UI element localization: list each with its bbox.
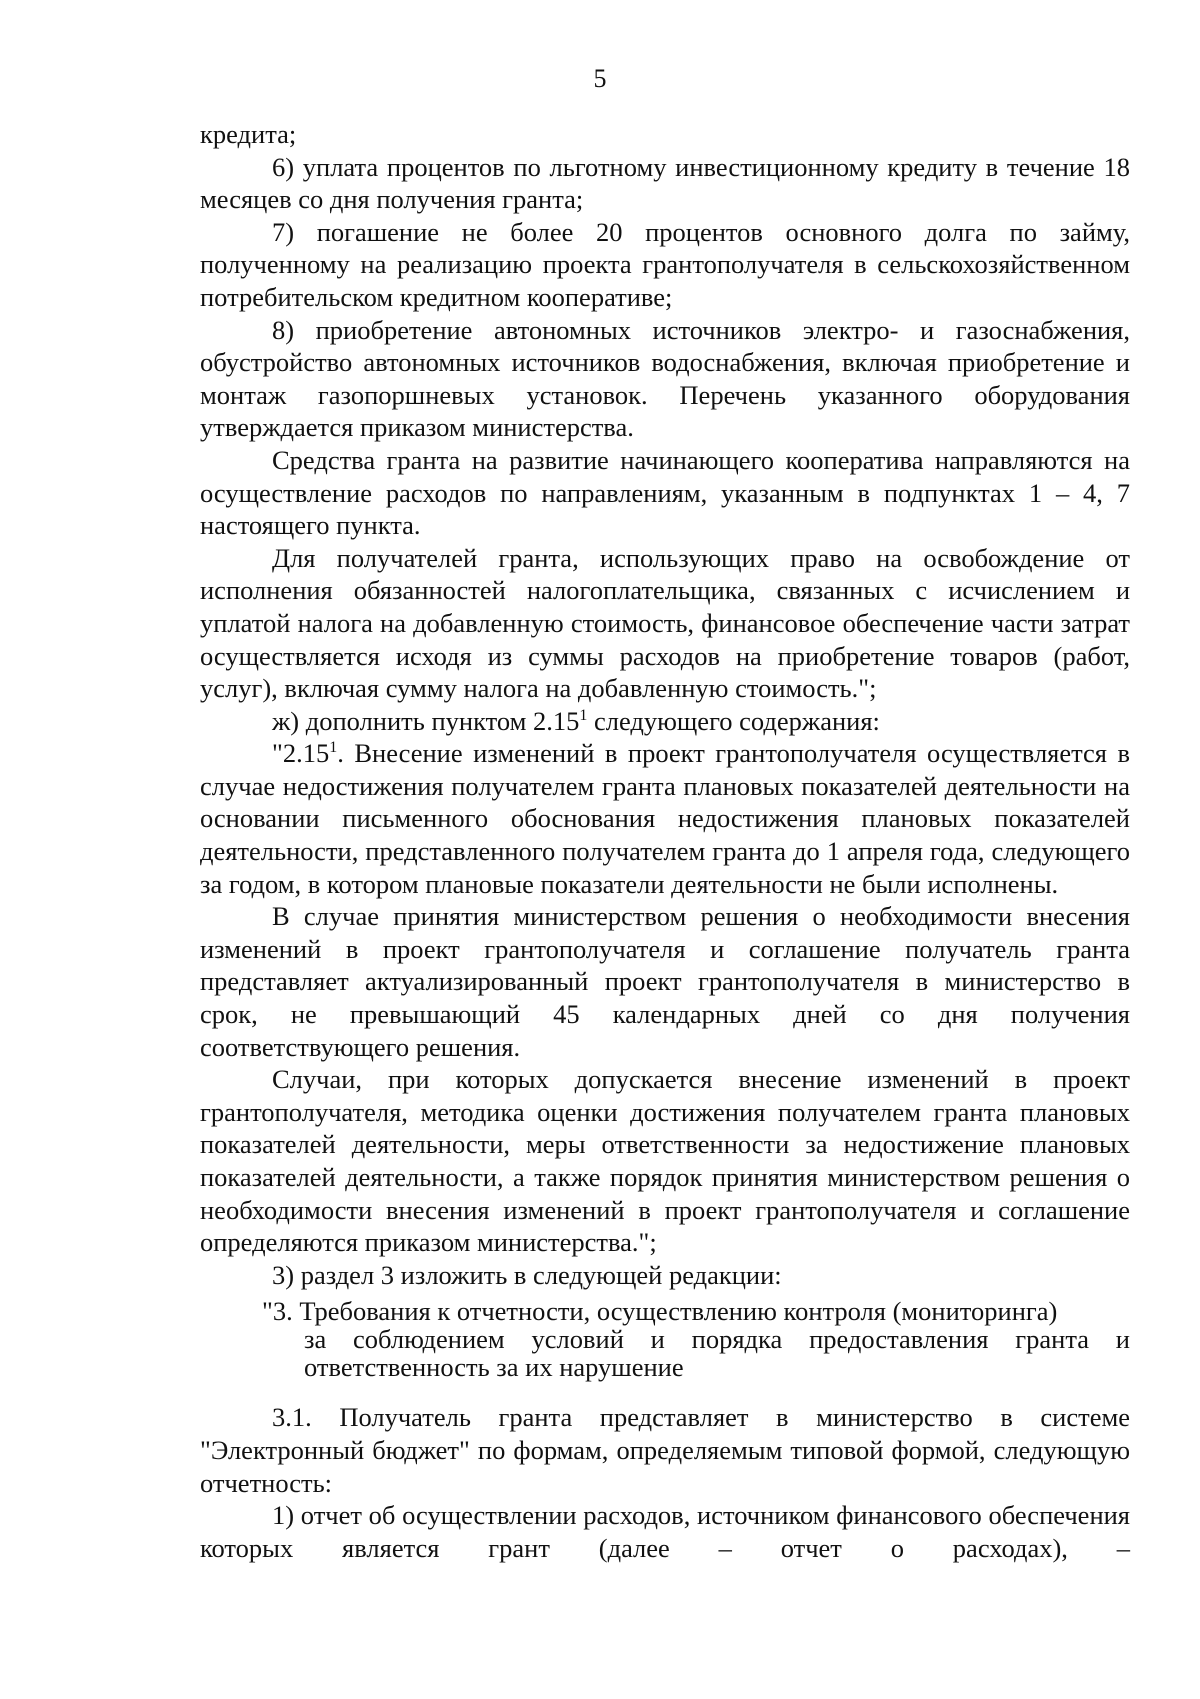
paragraph-item-zh	[200, 705, 1130, 738]
item-zh-superscript: 1	[579, 706, 588, 724]
clause-2-15-1-superscript: 1	[329, 739, 338, 757]
paragraph-3-1-item-1: 1) отчет об осуществлении расходов, источником финансового обеспечения которых является грант (далее – отчет о расходах), –	[200, 1500, 1130, 1563]
item-zh-text-a: ж) дополнить пунктом 2.15	[272, 705, 580, 736]
paragraph-3-1: 3.1. Получатель гранта представляет в министерство в системе "Электронный бюджет" по формам, определяемым типовой формой, следующую отчетность:	[200, 1402, 1130, 1498]
section-3-heading	[200, 1297, 1130, 1381]
document-body	[200, 118, 1130, 1564]
section-3-heading-line-2: за соблюдением условий и порядка предоставления гранта и	[304, 1324, 1130, 1355]
paragraph-cases: Случаи, при которых допускается внесение изменений в проект грантополучателя, методика оценки достижения получателем гранта плановых показателей деятельности, меры ответственности за недостижение плановых показателей деятельности, а также порядок принятия министерством решения о необходимости внесения изменений в проект грантополучателя и соглашение определяются приказом министерства.";	[200, 1064, 1130, 1258]
item-zh-text-b: следующего содержания:	[587, 705, 880, 736]
paragraph-vat-exemption: Для получателей гранта, использующих право на освобождение от исполнения обязанностей налогоплательщика, связанных с исчислением и уплатой налога на добавленную стоимость, финансовое обеспечение части затрат осуществляется исходя из суммы расходов на приобретение товаров (работ, услуг), включая сумму налога на добавленную стоимость.";	[200, 542, 1130, 704]
paragraph-item-8: 8) приобретение автономных источников электро- и газоснабжения, обустройство автономных источников водоснабжения, включая приобретение и монтаж газопоршневых установок. Перечень указанного оборудования утверждается приказом министерства.	[200, 314, 1130, 443]
paragraph-item-6: 6) уплата процентов по льготному инвестиционному кредиту в течение 18 месяцев со дня получения гранта;	[200, 151, 1130, 215]
paragraph-2-15-1	[200, 737, 1130, 900]
page-number: 5	[593, 64, 607, 93]
paragraph-credit-end: кредита;	[200, 119, 297, 149]
paragraph-item-7: 7) погашение не более 20 процентов основного долга по займу, полученному на реализацию проекта грантополучателя в сельскохозяйственном потребительском кредитном кооперативе;	[200, 216, 1130, 312]
section-3-heading-line-3: ответственность за их нарушение	[304, 1352, 684, 1383]
clause-2-15-1-text-a: "2.15	[272, 738, 330, 769]
paragraph-cooperative-grant: Средства гранта на развитие начинающего кооператива направляются на осуществление расходов по направлениям, указанным в подпунктах 1 – 4, 7 настоящего пункта.	[200, 444, 1130, 541]
section-3-heading-line-1: "3. Требования к отчетности, осуществлению контроля (мониторинга)	[262, 1296, 1058, 1327]
paragraph-ministry-decision: В случае принятия министерством решения о необходимости внесения изменений в проект грантополучателя и соглашение получатель гранта представляет актуализированный проект грантополучателя в министерство в срок, не превышающий 45 календарных дней со дня получения соответствующего решения.	[200, 901, 1130, 1062]
paragraph-item-3: 3) раздел 3 изложить в следующей редакции:	[272, 1259, 782, 1290]
clause-2-15-1-text-b: . Внесение изменений в проект грантополучателя осуществляется в случае недостижения получателем гранта плановых показателей деятельности на основании письменного обоснования недостижения плановых показателей деятельности, представленного получателем гранта до 1 апреля года, следующего за годом, в котором плановые показатели деятельности не были исполнены.	[200, 738, 1130, 899]
